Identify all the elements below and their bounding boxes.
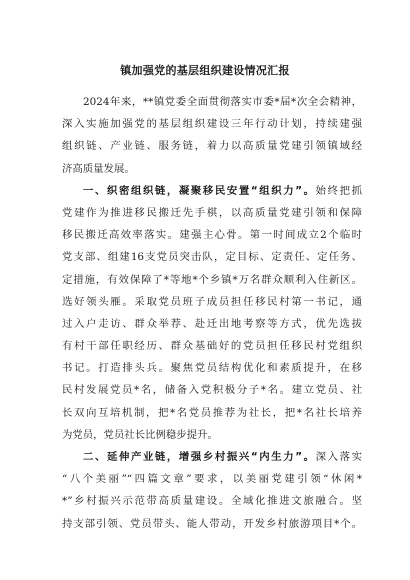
line-text: 有村干部任职经历、群众基础好的党员担任移民村党组织 (62, 340, 362, 353)
line-text: 深入落实 (315, 451, 362, 463)
paragraph-line (62, 335, 362, 357)
line-text: 移民搬迁高效率落实。建强主心骨。第一时间成立2个临时 (62, 229, 362, 242)
line-text: 过入户走访、群众举荐、赴迁出地考察等方式，优先选拔 (62, 317, 362, 330)
paragraph-line (62, 513, 362, 535)
paragraph-line (62, 269, 362, 291)
line-text: 组织链、产业链、服务链，着力以高质量党建引领镇域经 (62, 140, 362, 153)
line-text: 选好领头雁。采取党员班子成员担任移民村第一书记，通 (62, 295, 362, 308)
line-text: 定措施，有效保障了*等地*个乡镇*万名群众顺利入住新区。 (62, 273, 362, 286)
line-text: 始终把抓 (315, 184, 362, 197)
paragraph-line (62, 291, 362, 313)
document-title: 镇加强党的基层组织建设情况汇报 (120, 64, 290, 77)
paragraph-line (62, 113, 362, 135)
section-heading-line (62, 180, 362, 202)
line-text: *”乡村振兴示范带高质量建设。全域化推进文旅融合。坚 (62, 495, 362, 508)
paragraph-line (62, 313, 362, 335)
paragraph-line (62, 246, 362, 268)
line-text: 持支部引领、党员带头、能人带动，开发乡村旅游项目*个。 (62, 517, 362, 530)
paragraph-line (62, 357, 362, 379)
section-heading-line (62, 446, 362, 468)
line-text: 党支部、组建16支党员突击队，定目标、定责任、定任务、 (62, 251, 362, 264)
line-text: 深入实施加强党的基层组织建设三年行动计划，持续建强 (62, 118, 362, 131)
paragraph-line (62, 91, 362, 113)
line-text: 2024年来，**镇党委全面贯彻落实市委*届*次全会精神， (83, 96, 362, 108)
paragraph-line (62, 202, 362, 224)
section-heading: 二、延伸产业链，增强乡村振兴“内生力”。 (83, 451, 316, 463)
paragraph-line (62, 424, 362, 446)
line-text: “八个美丽”“四篇文章”要求，以美丽党建引领“休闲* (62, 473, 362, 486)
paragraph-line (62, 135, 362, 157)
line-text: 书记。打造排头兵。聚焦党员结构优化和素质提升，在移 (62, 362, 362, 375)
section-heading: 一、织密组织链，凝聚移民安置“组织力”。 (83, 184, 316, 197)
paragraph-line (62, 224, 362, 246)
line-text: 民村发展党员*名，储备入党积极分子*名。建立党员、社 (62, 384, 362, 397)
line-text: 党建作为推进移民搬迁先手棋，以高质量党建引领和保障 (62, 206, 362, 219)
document-body (62, 91, 362, 535)
paragraph-line (62, 490, 362, 512)
line-text: 为党员，党员社长比例稳步提升。 (62, 428, 218, 441)
line-text: 济高质量发展。 (62, 162, 135, 175)
paragraph-line (62, 379, 362, 401)
paragraph-line (62, 158, 362, 180)
paragraph-line (62, 402, 362, 424)
paragraph-line (62, 468, 362, 490)
line-text: 长双向互培机制，把*名党员推荐为社长，把*名社长培养 (62, 406, 362, 419)
